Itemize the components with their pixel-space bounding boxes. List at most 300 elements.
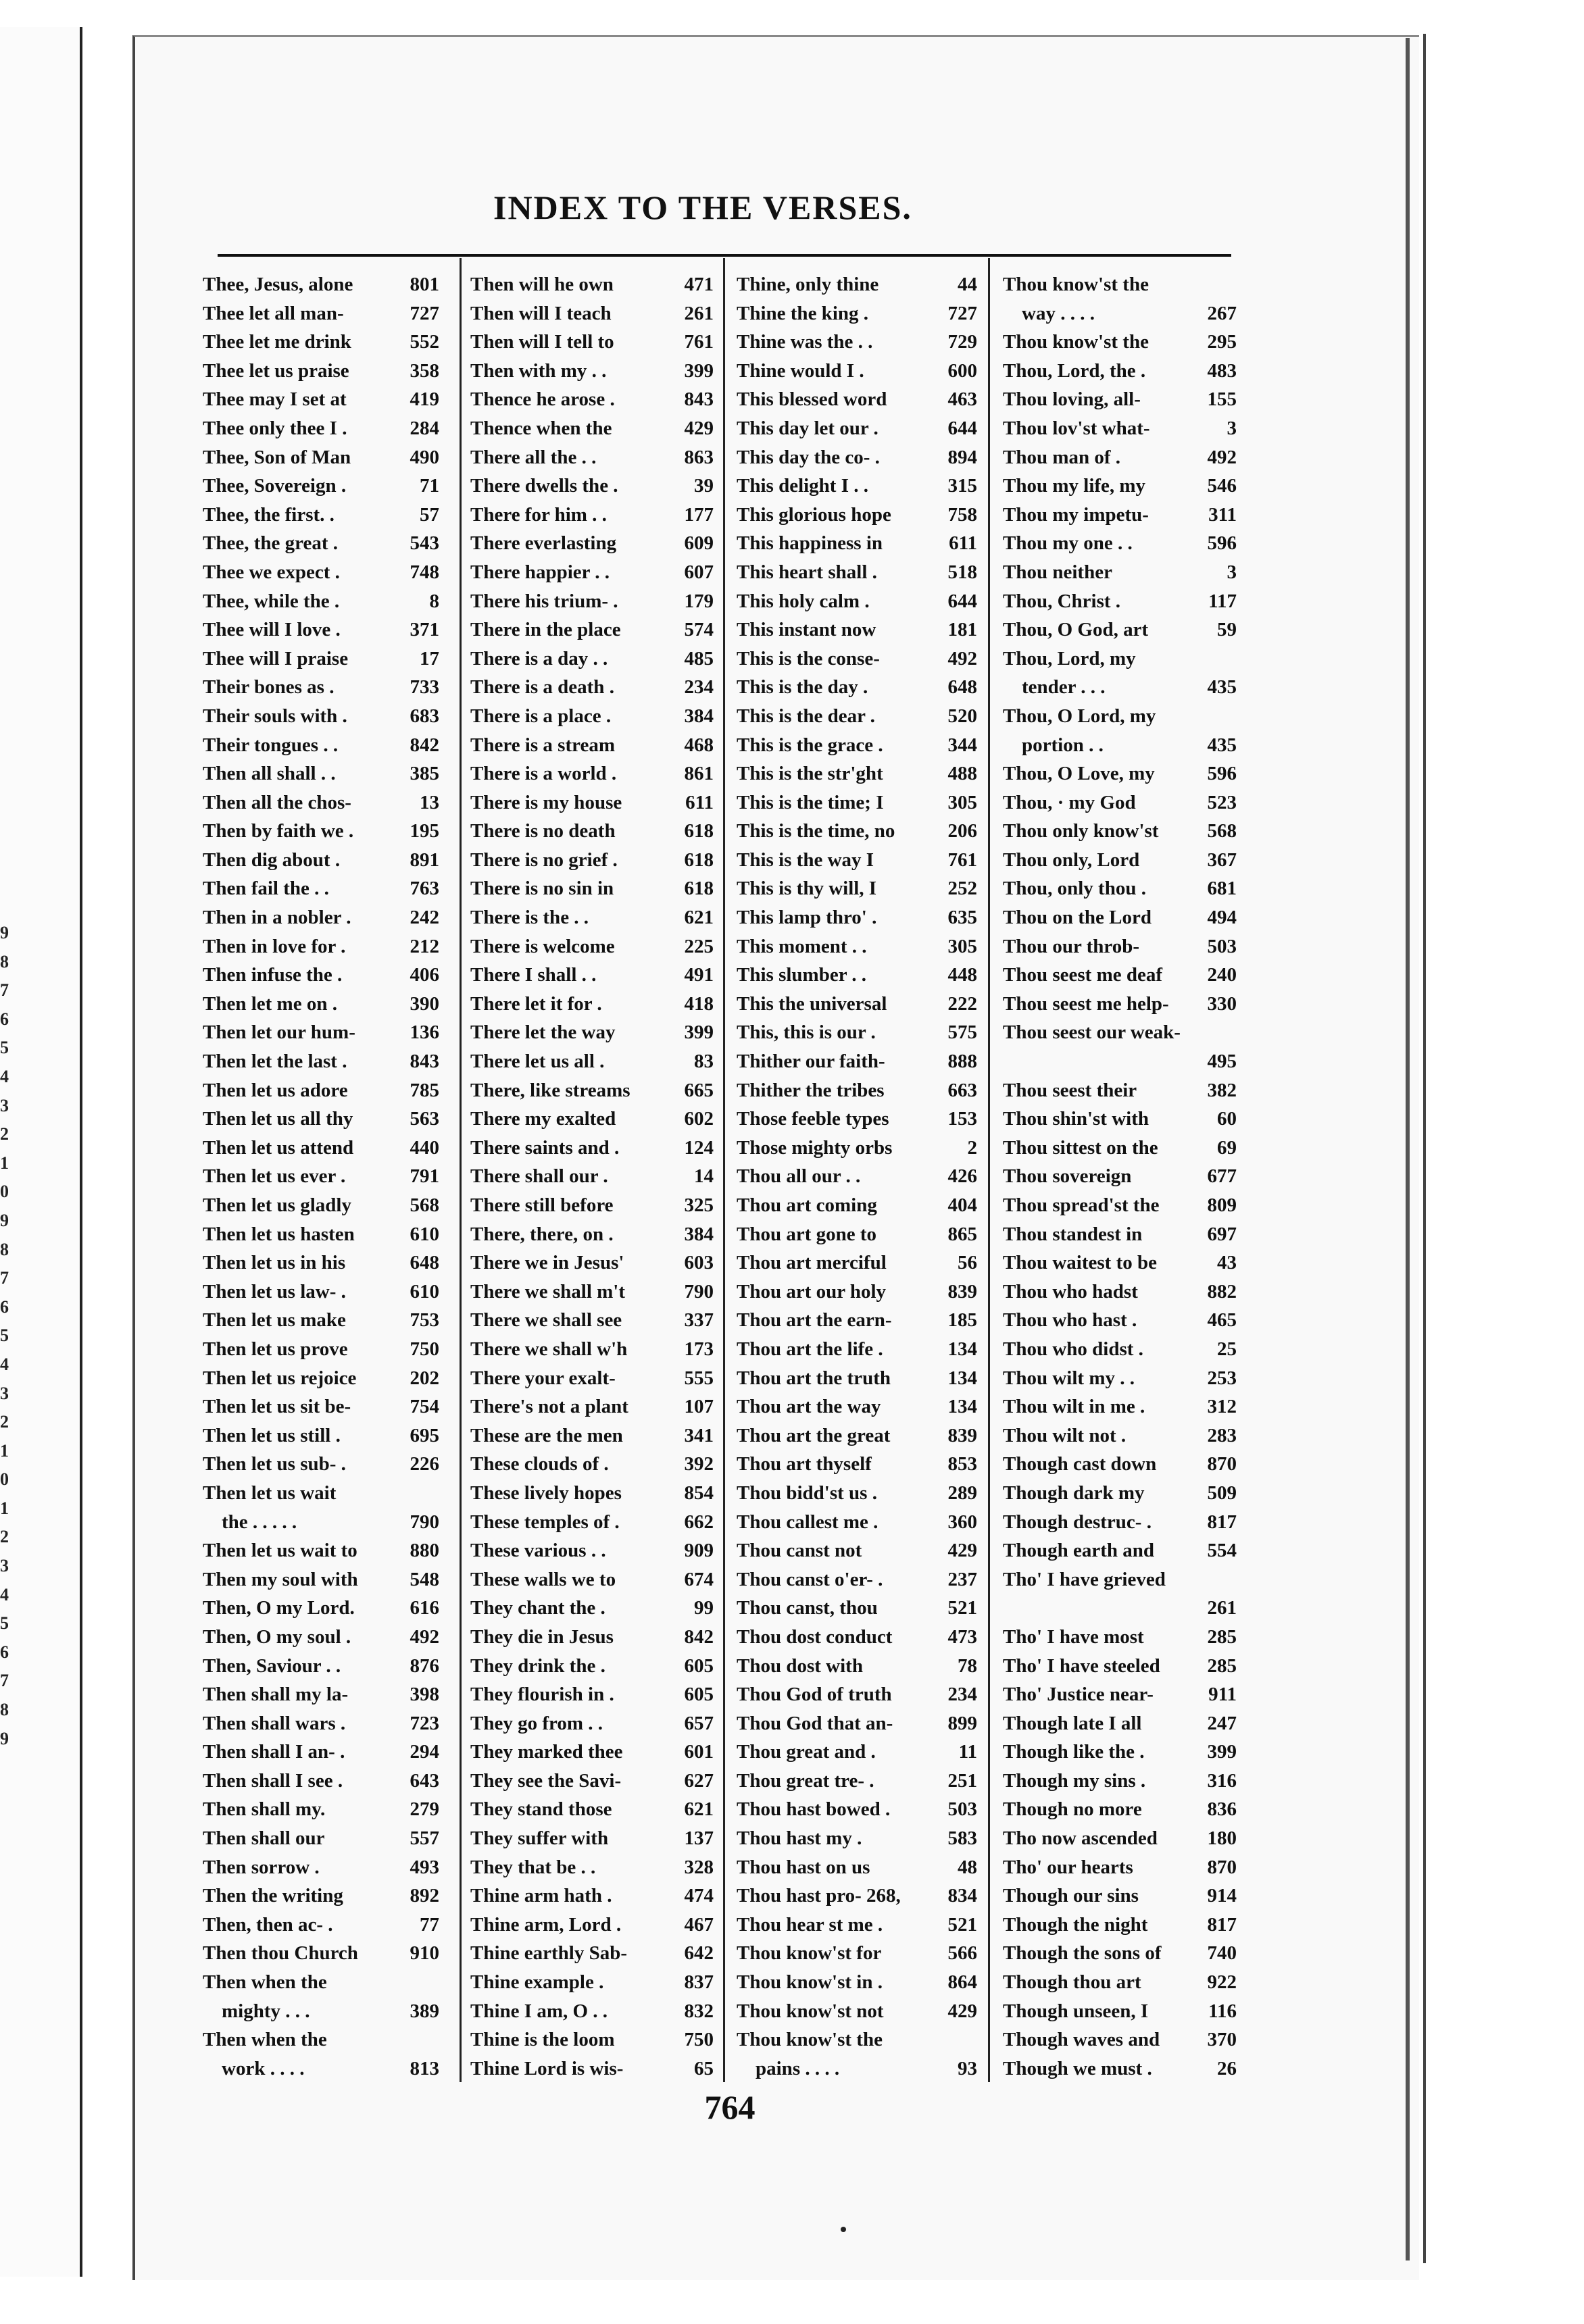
entry-first-line: This, this is our . — [737, 1021, 876, 1044]
entry-hymn-number: 56 — [958, 1252, 977, 1274]
index-entry — [203, 328, 439, 357]
entry-hymn-number: 185 — [947, 1309, 977, 1332]
index-entry — [203, 529, 439, 558]
entry-hymn-number: 399 — [684, 359, 714, 382]
index-entry — [470, 1220, 714, 1249]
entry-hymn-number: 790 — [410, 1511, 439, 1533]
entry-hymn-number: 809 — [1207, 1194, 1237, 1216]
entry-first-line: Then will I teach — [470, 302, 612, 324]
entry-hymn-number: 642 — [684, 1942, 714, 1965]
entry-hymn-number: 801 — [410, 274, 439, 295]
entry-hymn-number: 124 — [684, 1136, 714, 1159]
index-entry — [1003, 1421, 1237, 1450]
adjacent-page-number: 7 — [0, 1671, 9, 1691]
entry-first-line: There we shall w'h — [470, 1338, 628, 1360]
index-entry — [203, 1881, 439, 1911]
entry-hymn-number: 382 — [1207, 1079, 1237, 1101]
index-entry — [737, 1709, 977, 1738]
entry-first-line: work . . . . — [222, 2057, 305, 2079]
entry-first-line: Thou great tre- . — [737, 1769, 874, 1792]
index-entry — [737, 443, 977, 472]
index-entry — [1003, 1795, 1237, 1824]
entry-first-line: There all the . . — [470, 446, 597, 468]
index-entry — [470, 1047, 714, 1076]
entry-hymn-number: 289 — [947, 1482, 977, 1504]
entry-hymn-number: 863 — [684, 446, 714, 468]
entry-first-line: Thou know'st for — [737, 1942, 882, 1965]
title-rule — [218, 254, 1231, 257]
entry-first-line: This is the time, no — [737, 820, 895, 842]
index-entry — [737, 673, 977, 702]
index-entry — [1003, 1105, 1237, 1134]
index-entry — [737, 932, 977, 961]
index-entry — [1003, 1853, 1237, 1882]
entry-first-line: They that be . . — [470, 1856, 596, 1878]
entry-first-line: These lively hopes — [470, 1482, 622, 1504]
entry-hymn-number: 839 — [947, 1424, 977, 1446]
entry-first-line: way . . . . — [1022, 302, 1095, 324]
adjacent-page-number: 9 — [0, 1210, 9, 1230]
index-column-1 — [203, 270, 439, 2088]
entry-first-line: Thou art the great — [737, 1424, 891, 1446]
entry-hymn-number: 136 — [410, 1021, 439, 1044]
entry-first-line: pains . . . . — [756, 2057, 840, 2079]
entry-first-line: Thou wilt in me . — [1003, 1396, 1145, 1418]
entry-hymn-number: 674 — [684, 1568, 714, 1590]
index-entry — [203, 1508, 439, 1537]
entry-first-line: Then let our hum- — [203, 1021, 355, 1044]
entry-hymn-number: 761 — [684, 331, 714, 353]
entry-hymn-number: 492 — [410, 1625, 439, 1648]
entry-hymn-number: 234 — [684, 676, 714, 699]
entry-hymn-number: 635 — [947, 907, 977, 929]
index-entry — [470, 385, 714, 414]
entry-first-line: Thine the king . — [737, 302, 868, 324]
entry-hymn-number: 226 — [410, 1453, 439, 1475]
entry-hymn-number: 384 — [684, 705, 714, 727]
entry-hymn-number: 473 — [947, 1625, 977, 1648]
index-entry — [203, 1824, 439, 1853]
index-entry — [1003, 1881, 1237, 1911]
index-entry — [203, 1479, 439, 1508]
index-entry — [203, 1594, 439, 1623]
index-entry — [737, 299, 977, 328]
entry-first-line: Thou know'st in . — [737, 1971, 883, 1994]
entry-hymn-number: 267 — [1207, 302, 1237, 324]
entry-hymn-number: 390 — [410, 992, 439, 1015]
entry-first-line: Though the sons of — [1003, 1942, 1162, 1965]
adjacent-page-number: 4 — [0, 1354, 9, 1374]
entry-first-line: Thou canst not — [737, 1540, 862, 1562]
index-entry — [470, 2025, 714, 2054]
entry-first-line: Tho' I have steeled — [1003, 1654, 1160, 1677]
index-entry — [470, 1450, 714, 1479]
entry-first-line: Then let us all thy — [203, 1108, 353, 1130]
entry-first-line: These various . . — [470, 1540, 606, 1562]
index-entry — [470, 1939, 714, 1968]
entry-hymn-number: 563 — [410, 1108, 439, 1130]
entry-hymn-number: 495 — [1207, 1051, 1237, 1073]
adjacent-page-number: 6 — [0, 1642, 9, 1662]
adjacent-page-number: 6 — [0, 1009, 9, 1029]
index-entry — [1003, 874, 1237, 903]
entry-first-line: Thou God of truth — [737, 1684, 892, 1706]
entry-first-line: Thou my one . . — [1003, 532, 1133, 555]
entry-hymn-number: 681 — [1207, 878, 1237, 900]
entry-first-line: There is a world . — [470, 763, 617, 785]
entry-hymn-number: 341 — [684, 1424, 714, 1446]
entry-first-line: These are the men — [470, 1424, 623, 1446]
index-entry — [1003, 443, 1237, 472]
index-entry — [1003, 1767, 1237, 1796]
entry-first-line: These clouds of . — [470, 1453, 609, 1475]
index-entry — [1003, 1623, 1237, 1652]
index-entry — [737, 990, 977, 1019]
entry-first-line: This lamp thro' . — [737, 907, 877, 929]
entry-hymn-number: 880 — [410, 1540, 439, 1562]
adjacent-page-number: 8 — [0, 1700, 9, 1720]
entry-first-line: Then my soul with — [203, 1568, 358, 1590]
entry-first-line: Though my sins . — [1003, 1769, 1146, 1792]
index-entry — [203, 1536, 439, 1565]
index-entry — [470, 472, 714, 501]
entry-hymn-number: 509 — [1207, 1482, 1237, 1504]
index-entry — [737, 1278, 977, 1307]
index-entry — [470, 961, 714, 990]
index-entry — [1003, 1134, 1237, 1163]
index-entry — [203, 587, 439, 616]
index-entry — [737, 1767, 977, 1796]
entry-hymn-number: 48 — [958, 1856, 977, 1878]
entry-first-line: Then let us rejoice — [203, 1367, 357, 1389]
entry-first-line: There's not a plant — [470, 1396, 628, 1418]
entry-hymn-number: 494 — [1207, 907, 1237, 929]
index-entry — [203, 1105, 439, 1134]
entry-first-line: Thou our throb- — [1003, 935, 1139, 957]
index-entry — [203, 1623, 439, 1652]
index-entry — [737, 1018, 977, 1047]
entry-first-line: There let us all . — [470, 1051, 605, 1073]
entry-first-line: Those feeble types — [737, 1108, 889, 1130]
entry-hymn-number: 99 — [694, 1597, 714, 1619]
index-entry — [203, 1278, 439, 1307]
index-entry — [1003, 961, 1237, 990]
entry-hymn-number: 435 — [1207, 734, 1237, 756]
index-entry — [470, 702, 714, 731]
entry-first-line: Thine, only thine — [737, 274, 879, 295]
entry-hymn-number: 418 — [684, 992, 714, 1015]
index-entry — [203, 1335, 439, 1364]
entry-first-line: There happier . . — [470, 561, 610, 583]
entry-first-line: Then dig about . — [203, 849, 341, 871]
entry-hymn-number: 523 — [1207, 791, 1237, 813]
adjacent-page-number: 5 — [0, 1325, 9, 1346]
column-divider — [723, 258, 725, 2082]
entry-first-line: Then shall I an- . — [203, 1741, 345, 1763]
entry-hymn-number: 325 — [684, 1194, 714, 1216]
index-entry — [1003, 1306, 1237, 1335]
entry-hymn-number: 763 — [410, 878, 439, 900]
entry-hymn-number: 39 — [694, 475, 714, 497]
entry-first-line: Thee we expect . — [203, 561, 340, 583]
entry-first-line: Thou art the life . — [737, 1338, 883, 1360]
entry-hymn-number: 864 — [947, 1971, 977, 1994]
index-entry — [203, 1738, 439, 1767]
entry-hymn-number: 153 — [947, 1108, 977, 1130]
entry-hymn-number: 493 — [410, 1856, 439, 1878]
index-entry — [737, 1565, 977, 1594]
entry-first-line: Then, then ac- . — [203, 1913, 333, 1936]
entry-first-line: Thee let all man- — [203, 302, 344, 324]
column-divider — [460, 258, 462, 2082]
adjacent-page-number: 3 — [0, 1383, 9, 1403]
entry-first-line: This is the way I — [737, 849, 874, 871]
index-entry — [470, 414, 714, 443]
entry-hymn-number: 843 — [684, 388, 714, 411]
entry-first-line: tender . . . — [1022, 676, 1106, 699]
index-entry — [203, 1421, 439, 1450]
entry-first-line: Their souls with . — [203, 705, 347, 727]
entry-first-line: Thou hear st me . — [737, 1913, 883, 1936]
entry-hymn-number: 758 — [947, 503, 977, 526]
entry-first-line: Thou dost with — [737, 1654, 863, 1677]
index-entry — [203, 558, 439, 587]
entry-first-line: There, like streams — [470, 1079, 630, 1101]
entry-first-line: There is a death . — [470, 676, 614, 699]
index-column-4 — [1003, 270, 1237, 2088]
entry-first-line: Then when the — [203, 1971, 327, 1994]
index-entry — [203, 1652, 439, 1681]
entry-first-line: There your exalt- — [470, 1367, 616, 1389]
entry-first-line: There dwells the . — [470, 475, 618, 497]
index-entry — [737, 1479, 977, 1508]
index-entry — [203, 1565, 439, 1594]
entry-hymn-number: 252 — [947, 878, 977, 900]
entry-first-line: Their bones as . — [203, 676, 335, 699]
entry-first-line: This delight I . . — [737, 475, 868, 497]
entry-hymn-number: 13 — [420, 791, 439, 813]
entry-first-line: Then let us in his — [203, 1252, 346, 1274]
entry-hymn-number: 195 — [410, 820, 439, 842]
entry-first-line: Thee only thee I . — [203, 417, 347, 439]
index-entry — [203, 932, 439, 961]
entry-hymn-number: 358 — [410, 359, 439, 382]
entry-first-line: Those mighty orbs — [737, 1136, 893, 1159]
adjacent-page-number: 7 — [0, 1268, 9, 1288]
index-entry — [1003, 1939, 1237, 1968]
entry-first-line: Thou waitest to be — [1003, 1252, 1157, 1274]
entry-hymn-number: 727 — [410, 302, 439, 324]
entry-first-line: the . . . . . — [222, 1511, 297, 1533]
index-entry — [1003, 759, 1237, 788]
index-entry — [203, 472, 439, 501]
entry-hymn-number: 251 — [947, 1769, 977, 1792]
index-entry — [203, 1248, 439, 1278]
entry-first-line: They drink the . — [470, 1654, 605, 1677]
index-entry — [470, 587, 714, 616]
index-entry — [470, 1795, 714, 1824]
index-entry — [203, 1191, 439, 1220]
index-entry — [737, 1306, 977, 1335]
entry-first-line: Thou know'st not — [737, 2000, 884, 2022]
index-entry — [1003, 472, 1237, 501]
entry-first-line: Thine example . — [470, 1971, 604, 1994]
index-entry — [470, 1335, 714, 1364]
index-entry — [737, 385, 977, 414]
entry-first-line: These walls we to — [470, 1568, 616, 1590]
index-entry — [737, 615, 977, 645]
entry-hymn-number: 463 — [947, 388, 977, 411]
index-entry — [203, 1795, 439, 1824]
entry-first-line: This glorious hope — [737, 503, 891, 526]
entry-hymn-number: 294 — [410, 1741, 439, 1763]
entry-hymn-number: 785 — [410, 1079, 439, 1101]
index-entry — [203, 1047, 439, 1076]
entry-hymn-number: 555 — [684, 1367, 714, 1389]
index-entry — [737, 759, 977, 788]
entry-hymn-number: 43 — [1217, 1252, 1237, 1274]
entry-first-line: Thee, the great . — [203, 532, 338, 555]
entry-first-line: Thou art merciful — [737, 1252, 887, 1274]
entry-hymn-number: 492 — [947, 647, 977, 670]
index-entry — [737, 788, 977, 817]
index-entry — [203, 1018, 439, 1047]
entry-first-line: There is welcome — [470, 935, 615, 957]
index-entry — [470, 1652, 714, 1681]
entry-hymn-number: 8 — [429, 590, 439, 612]
index-entry — [470, 1680, 714, 1709]
index-entry — [470, 1278, 714, 1307]
index-entry — [470, 1594, 714, 1623]
entry-first-line: Then shall wars . — [203, 1712, 346, 1734]
index-entry — [737, 1881, 977, 1911]
entry-hymn-number: 548 — [410, 1568, 439, 1590]
entry-hymn-number: 180 — [1207, 1827, 1237, 1850]
index-entry — [470, 529, 714, 558]
entry-hymn-number: 137 — [684, 1827, 714, 1850]
entry-first-line: They go from . . — [470, 1712, 603, 1734]
index-entry — [1003, 1076, 1237, 1105]
entry-first-line: Then let us still . — [203, 1424, 341, 1446]
adjacent-page-number: 7 — [0, 980, 9, 1001]
entry-hymn-number: 601 — [684, 1741, 714, 1763]
index-entry — [1003, 328, 1237, 357]
index-entry — [203, 645, 439, 674]
index-entry — [203, 1392, 439, 1421]
entry-first-line: This slumber . . — [737, 964, 867, 986]
adjacent-page-number: 9 — [0, 923, 9, 942]
entry-first-line: Though cast down — [1003, 1453, 1157, 1475]
entry-first-line: There is my house — [470, 791, 622, 813]
entry-hymn-number: 753 — [410, 1309, 439, 1332]
entry-first-line: There is no grief . — [470, 849, 618, 871]
entry-hymn-number: 603 — [684, 1252, 714, 1274]
entry-hymn-number: 344 — [947, 734, 977, 756]
entry-first-line: Thither the tribes — [737, 1079, 885, 1101]
adjacent-page-number: 1 — [0, 1498, 9, 1518]
entry-hymn-number: 750 — [684, 2029, 714, 2051]
index-entry — [1003, 1278, 1237, 1307]
index-entry — [1003, 990, 1237, 1019]
entry-hymn-number: 60 — [1217, 1108, 1237, 1130]
entry-first-line: Thee, while the . — [203, 590, 340, 612]
entry-first-line: This holy calm . — [737, 590, 870, 612]
entry-hymn-number: 748 — [410, 561, 439, 583]
index-entry — [1003, 501, 1237, 530]
entry-hymn-number: 426 — [947, 1165, 977, 1188]
entry-hymn-number: 662 — [684, 1511, 714, 1533]
page-number: 764 — [704, 2088, 756, 2126]
index-entry — [737, 1623, 977, 1652]
entry-first-line: Thou man of . — [1003, 446, 1121, 468]
entry-hymn-number: 234 — [947, 1684, 977, 1706]
entry-first-line: This heart shall . — [737, 561, 877, 583]
entry-first-line: This is the time; I — [737, 791, 884, 813]
index-entry — [203, 270, 439, 299]
entry-hymn-number: 839 — [947, 1280, 977, 1303]
index-entry — [203, 903, 439, 932]
entry-first-line: Thou, Lord, my — [1003, 647, 1136, 670]
entry-first-line: Thou who hast . — [1003, 1309, 1137, 1332]
entry-hymn-number: 621 — [684, 907, 714, 929]
entry-first-line: There shall our . — [470, 1165, 608, 1188]
index-entry — [737, 1421, 977, 1450]
entry-hymn-number: 727 — [947, 302, 977, 324]
entry-first-line: There we shall see — [470, 1309, 622, 1332]
entry-hymn-number: 398 — [410, 1684, 439, 1706]
entry-hymn-number: 503 — [1207, 935, 1237, 957]
entry-hymn-number: 842 — [410, 734, 439, 756]
index-entry — [737, 961, 977, 990]
index-entry — [203, 1162, 439, 1191]
entry-hymn-number: 312 — [1207, 1396, 1237, 1418]
index-entry — [737, 817, 977, 846]
entry-hymn-number: 876 — [410, 1654, 439, 1677]
entry-first-line: Then let us gladly — [203, 1194, 351, 1216]
index-entry — [470, 1364, 714, 1393]
entry-hymn-number: 134 — [947, 1396, 977, 1418]
entry-hymn-number: 733 — [410, 676, 439, 699]
index-entry — [737, 1594, 977, 1623]
index-entry — [203, 1364, 439, 1393]
index-entry — [1003, 846, 1237, 875]
page-edge-shadow-outer — [1423, 34, 1426, 2263]
entry-first-line: Tho' our hearts — [1003, 1856, 1133, 1878]
entry-hymn-number: 3 — [1227, 417, 1237, 439]
index-entry — [470, 1191, 714, 1220]
index-column-3 — [737, 270, 977, 2088]
entry-hymn-number: 429 — [684, 417, 714, 439]
entry-first-line: mighty . . . — [222, 2000, 310, 2022]
index-entry — [1003, 645, 1237, 674]
entry-hymn-number: 695 — [410, 1424, 439, 1446]
entry-first-line: Thou only know'st — [1003, 820, 1159, 842]
entry-hymn-number: 44 — [958, 274, 977, 295]
entry-hymn-number: 107 — [684, 1396, 714, 1418]
entry-hymn-number: 568 — [1207, 820, 1237, 842]
index-entry — [203, 846, 439, 875]
entry-first-line: Thou my life, my — [1003, 475, 1146, 497]
entry-hymn-number: 697 — [1207, 1223, 1237, 1245]
entry-first-line: Then with my . . — [470, 359, 607, 382]
entry-hymn-number: 404 — [947, 1194, 977, 1216]
entry-first-line: Though like the . — [1003, 1741, 1145, 1763]
entry-hymn-number: 399 — [1207, 1741, 1237, 1763]
entry-first-line: There is no sin in — [470, 878, 614, 900]
index-entry — [1003, 2025, 1237, 2054]
entry-hymn-number: 488 — [947, 763, 977, 785]
index-entry — [470, 1105, 714, 1134]
